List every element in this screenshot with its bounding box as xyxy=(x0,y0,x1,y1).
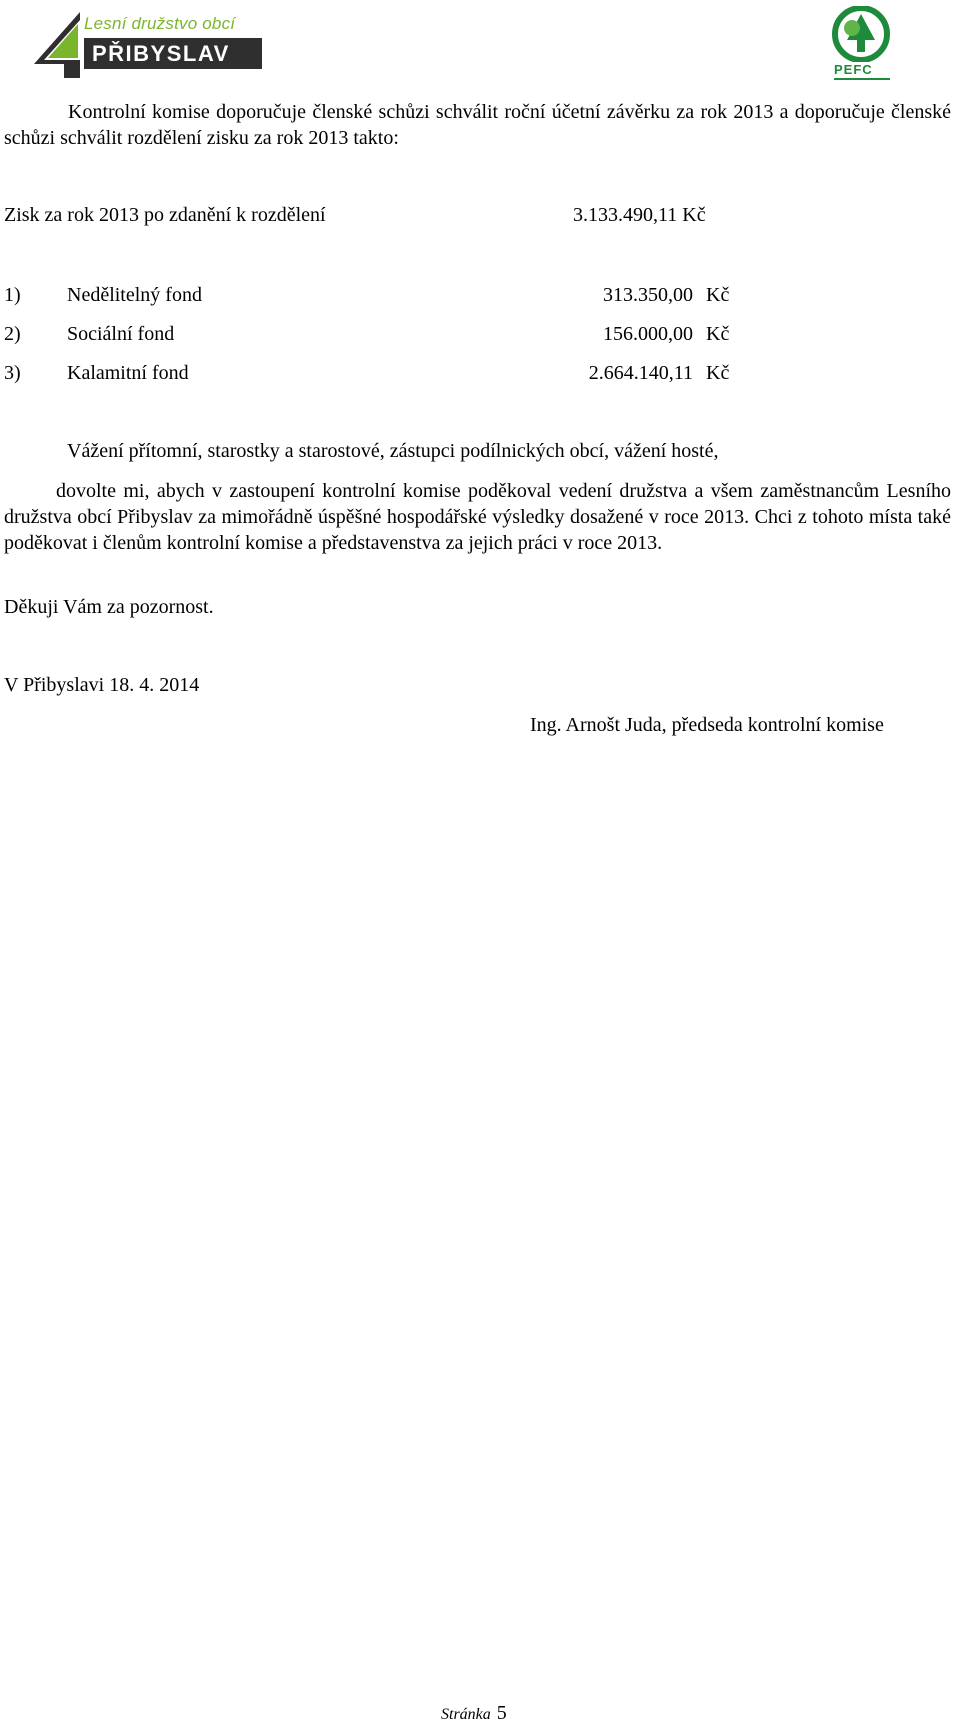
fund-amount: 2.664.140,11 xyxy=(588,362,693,384)
page-footer xyxy=(441,1702,507,1725)
page-number: 5 xyxy=(496,1702,507,1724)
fund-currency: Kč xyxy=(706,362,730,384)
fund-name: Sociální fond xyxy=(67,323,175,345)
lesni-druzstvo-logo xyxy=(34,12,234,78)
fund-number: 2) xyxy=(4,323,21,345)
profit-label: Zisk za rok 2013 po zdanění k rozdělení xyxy=(4,204,326,226)
fund-number: 1) xyxy=(4,284,21,306)
fund-currency: Kč xyxy=(706,323,730,345)
fund-currency: Kč xyxy=(706,284,730,306)
pefc-underline xyxy=(834,78,890,80)
footer-label: Stránka xyxy=(441,1706,491,1723)
fund-number: 3) xyxy=(4,362,21,384)
fund-name: Nedělitelný fond xyxy=(67,284,202,306)
signature: Ing. Arnošt Juda, předseda kontrolní komise xyxy=(530,714,884,736)
greeting: Vážení přítomní, starostky a starostové, zástupci podílnických obcí, vážení hosté, xyxy=(67,440,719,462)
intro-paragraph: Kontrolní komise doporučuje členské schůzi schválit roční účetní závěrku za rok 2013 a doporučuje členské schůzi schválit rozdělení zisku za rok 2013 takto: xyxy=(4,101,951,149)
pefc-logo xyxy=(830,6,900,84)
fund-amount: 313.350,00 xyxy=(603,284,693,306)
profit-amount: 3.133.490,11 Kč xyxy=(573,204,706,226)
thanks-line: Děkuji Vám za pozornost. xyxy=(4,596,214,618)
fund-name: Kalamitní fond xyxy=(67,362,189,384)
pefc-tree-icon xyxy=(830,6,892,62)
pefc-wordmark: PEFC xyxy=(834,62,873,77)
fund-amount: 156.000,00 xyxy=(603,323,693,345)
logo-line1: Lesní družstvo obcí xyxy=(84,14,236,33)
body-paragraph: dovolte mi, abych v zastoupení kontrolní komise poděkoval vedení družstva a všem zaměstnancům Lesního družstva obcí Přibyslav za mimořádně úspěšné hospodářské výsledky dosažené v roce 2013. Chci z tohoto místa také poděkovat i členům kontrolní komise a představenstva za jejich práci v roce 2013. xyxy=(4,480,951,554)
place-date: V Přibyslavi 18. 4. 2014 xyxy=(4,674,200,696)
logo-line2: PŘIBYSLAV xyxy=(84,38,262,69)
